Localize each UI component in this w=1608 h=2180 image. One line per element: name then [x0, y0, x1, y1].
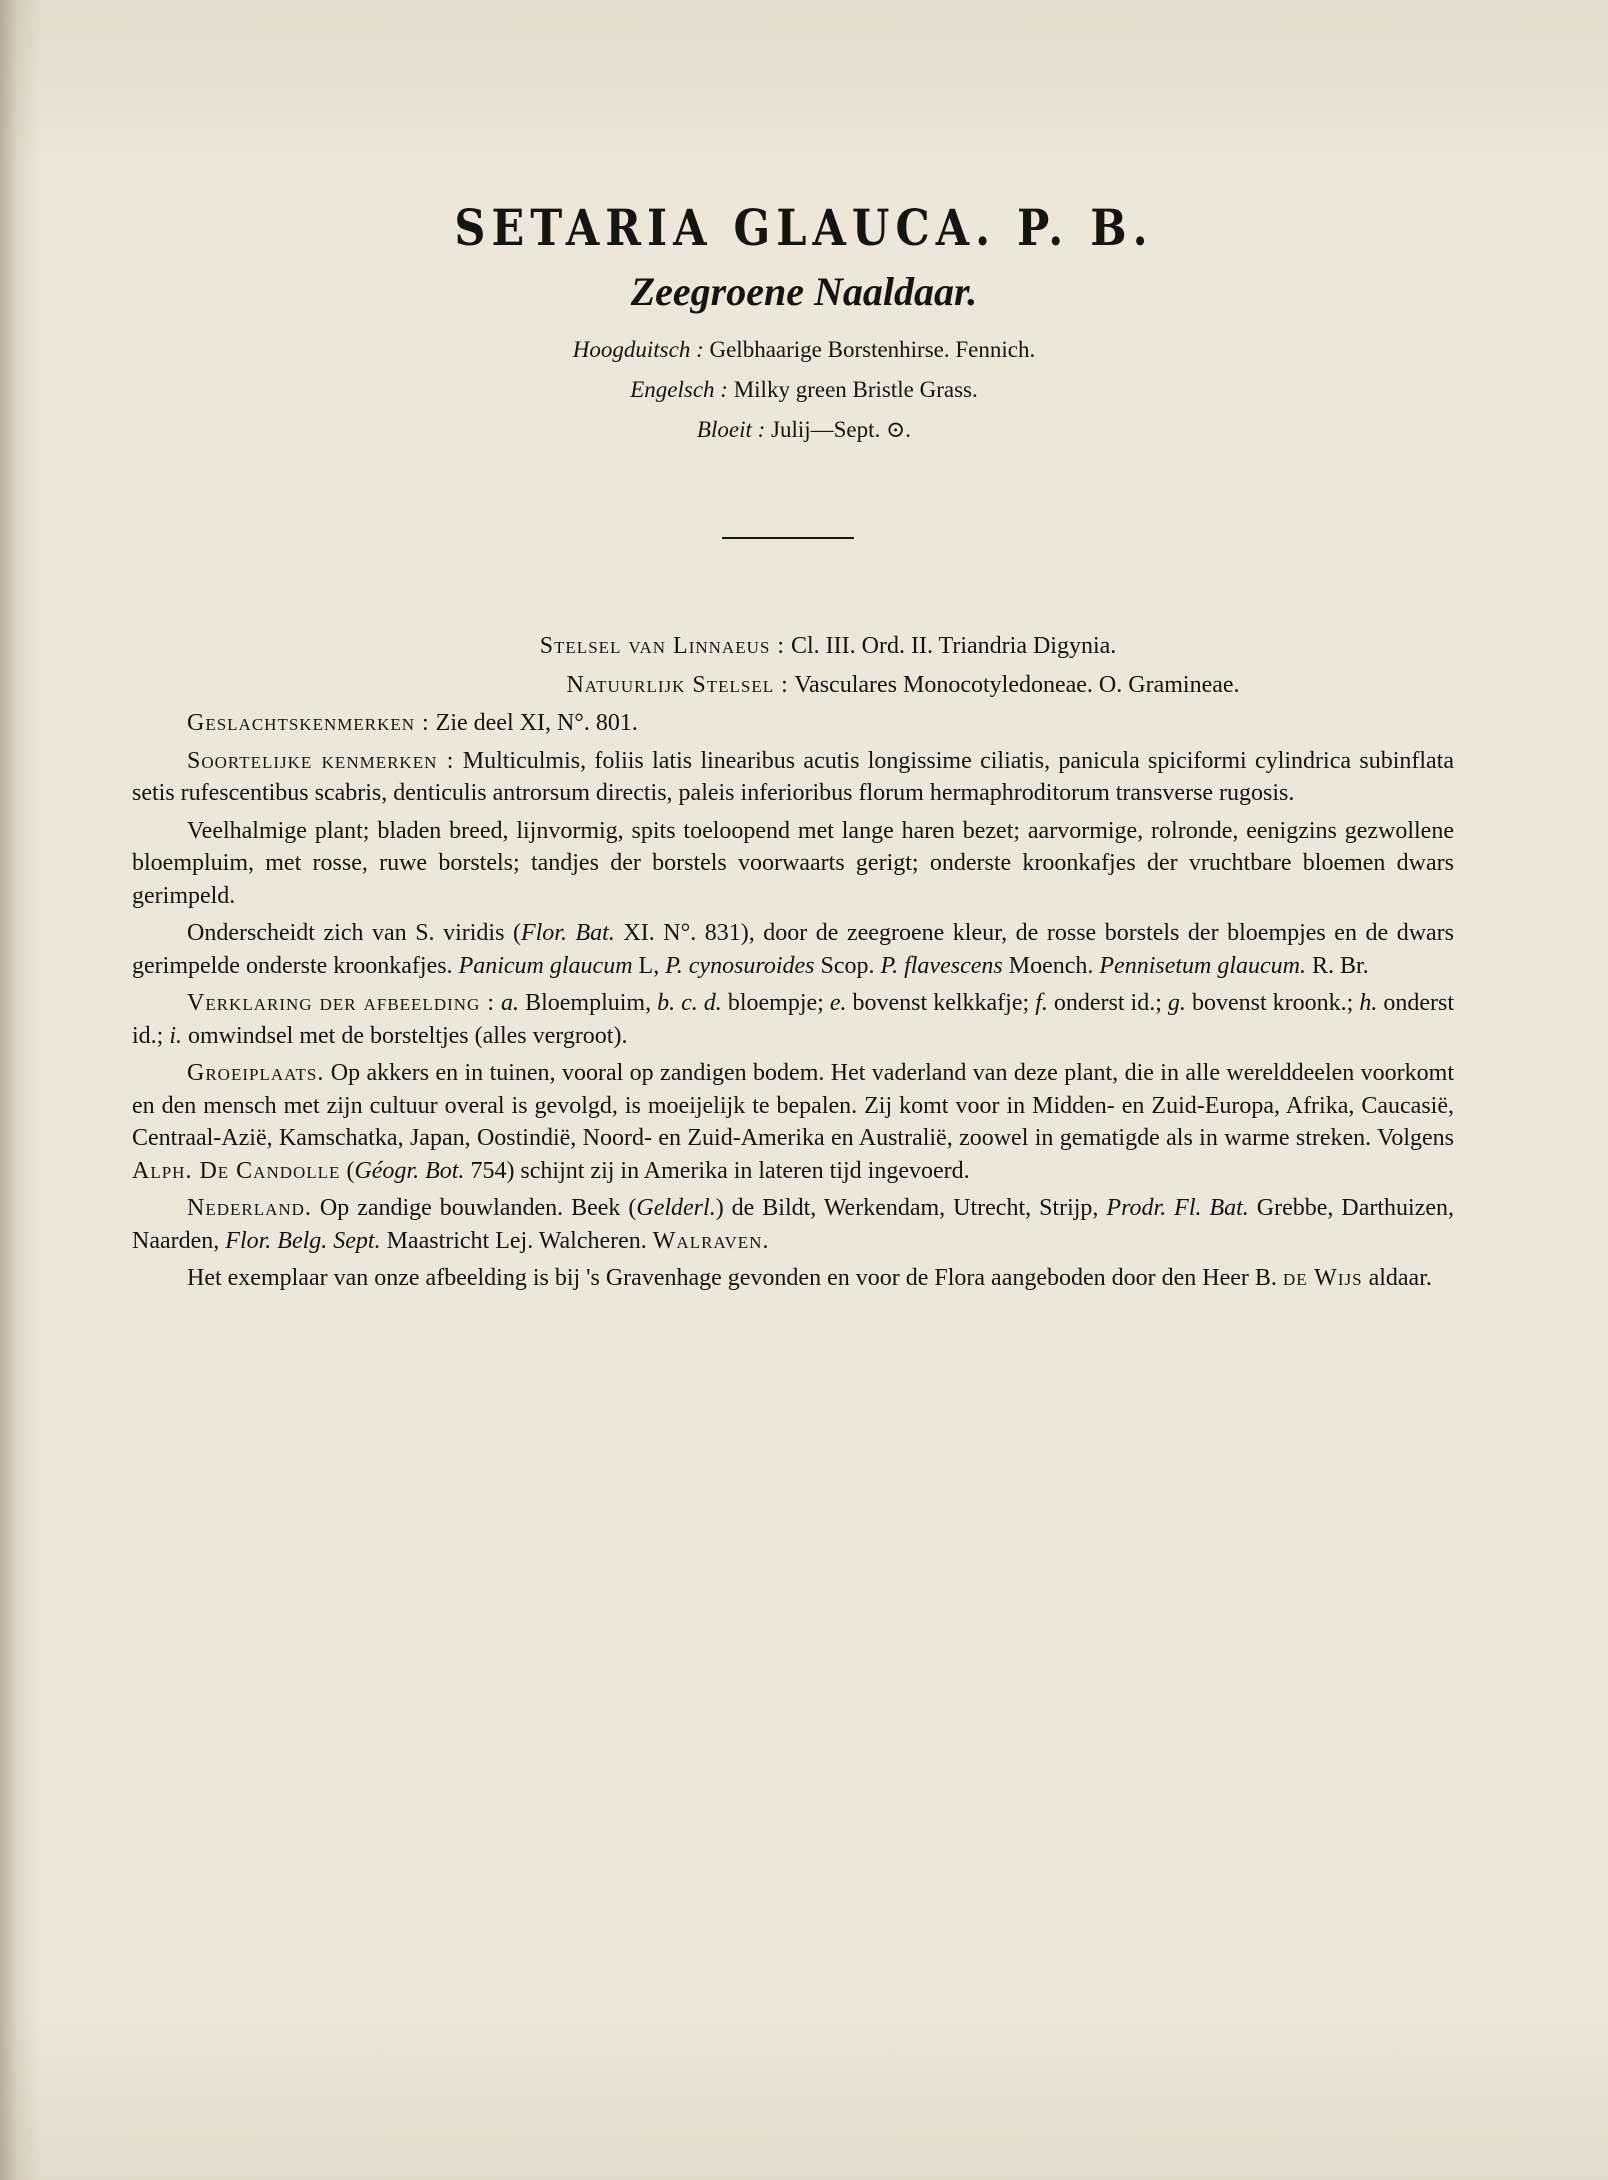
figure-explanation-paragraph — [132, 987, 1454, 1052]
distinction-text-1: Onderscheidt zich van S. viridis ( — [187, 920, 521, 946]
distinction-text-5: Moench. — [1002, 952, 1100, 979]
habitat-text-3: 754) schijnt zij in Amerika in lateren tijd ingevoerd. — [464, 1157, 970, 1184]
genus-label: Geslachtskenmerken : — [187, 710, 430, 736]
specimen-name: de Wijs — [1282, 1265, 1363, 1291]
natural-system — [132, 669, 1454, 702]
distinction-paragraph — [132, 917, 1454, 982]
habitat-text-1: Op akkers en in tuinen, vooral op zandigen bodem. Het vaderland van deze plant, die in alle werelddeelen voorkomt en den mensch met zijn cultuur overal is gevolgd, is moeijelijk te bepalen. Zij komt voor in Midden- en Zuid-Europa, Afrika, Caucasië, Centraal-Azië, Kamschatka, Japan, Oostindië, Noord- en Zuid-Amerika en Australië, zoowel in gematigde als in warme streken. Volgens — [132, 1060, 1454, 1151]
natural-label: Natuurlijk Stelsel : — [566, 671, 789, 698]
distinction-text-6: R. Br. — [1306, 952, 1369, 979]
synonym-3: P. flavescens — [880, 952, 1003, 979]
figure-text-a: Bloempluim, — [519, 990, 658, 1016]
netherlands-ref-2: Prodr. Fl. Bat. — [1106, 1195, 1249, 1221]
species-latin-paragraph — [132, 745, 1454, 810]
english-name-value: Milky green Bristle Grass. — [733, 377, 978, 402]
figure-key-a: a. — [501, 990, 520, 1016]
netherlands-label: Nederland. — [187, 1195, 312, 1221]
netherlands-ref-3: Flor. Belg. Sept. — [225, 1227, 381, 1254]
habitat-ref: Géogr. Bot. — [354, 1157, 465, 1184]
figure-key-e: e. — [829, 990, 847, 1016]
figure-text-f: onderst id.; — [1047, 990, 1168, 1016]
synonym-4: Pennisetum glaucum. — [1099, 952, 1307, 979]
figure-label: Verklaring der afbeelding : — [187, 990, 496, 1016]
species-dutch-paragraph: Veelhalmige plant; bladen breed, lijnvormig, spits toeloopend met lange haren bezet; aarvormige, rolronde, eenigzins gezwollene bloempluim, met rosse, ruwe borstels; tandjes der borstels voorwaarts gerigt; onderste kroonkafjes der vruchtbare bloemen dwars gerimpeld. — [132, 817, 1454, 909]
figure-text-h: onderst id.; — [132, 990, 1455, 1049]
divider-rule — [722, 537, 854, 539]
figure-text-bcd: bloempje; — [721, 990, 830, 1016]
figure-key-f: f. — [1035, 990, 1048, 1016]
specimen-text-2: aldaar. — [1362, 1265, 1432, 1291]
genus-value: Zie deel XI, N°. 801. — [435, 710, 638, 736]
figure-key-i: i. — [169, 1022, 183, 1049]
linnaeus-label: Stelsel van Linnaeus : — [539, 633, 785, 659]
netherlands-paragraph — [132, 1192, 1454, 1257]
species-label: Soortelijke kenmerken : — [187, 747, 455, 774]
distinction-ref-1: Flor. Bat. — [520, 920, 615, 946]
german-name-line — [0, 337, 1608, 363]
species-latin: Multiculmis, foliis latis linearibus acutis longissime ciliatis, panicula spiciformi cylindrica subinflata setis rufescentibus scabris, denticulis antrorsum directis, paleis inferioribus florum hermaphroditorum transverse rugosis. — [132, 747, 1454, 806]
linnaeus-system — [132, 630, 1454, 663]
german-name-label: Hoogduitsch : — [572, 337, 704, 362]
figure-key-g: g. — [1167, 990, 1186, 1016]
synonym-1: Panicum glaucum — [458, 952, 633, 979]
distinction-text-3: L, — [632, 952, 666, 979]
english-name-label: Engelsch : — [630, 377, 728, 402]
synonym-2: P. cynosuroides — [665, 952, 815, 979]
figure-text-i: omwindsel met de borsteltjes (alles vergroot). — [182, 1022, 628, 1049]
page-title: SETARIA GLAUCA. P. B. — [454, 198, 1154, 257]
genus-paragraph — [132, 707, 1454, 740]
netherlands-text-2: ) de Bildt, Werkendam, Utrecht, Strijp, — [715, 1195, 1107, 1221]
habitat-text-2: ( — [340, 1157, 355, 1184]
specimen-text-1: Het exemplaar van onze afbeelding is bij 's Gravenhage gevonden en voor de Flora aangeboden door den Heer B. — [187, 1265, 1283, 1291]
page-subtitle: Zeegroene Naaldaar. — [630, 269, 978, 314]
netherlands-text-1: Op zandige bouwlanden. Beek ( — [311, 1195, 637, 1221]
german-name-value: Gelbhaarige Borstenhirse. Fennich. — [709, 337, 1036, 362]
netherlands-text-4: Maastricht Lej. Walcheren. — [380, 1227, 653, 1254]
netherlands-text-3: Grebbe, Darthuizen, Naarden, — [132, 1195, 1454, 1254]
figure-key-bcd: b. c. d. — [657, 990, 722, 1016]
description-body — [132, 630, 1454, 1300]
habitat-label: Groeiplaats. — [187, 1060, 325, 1086]
bloom-label: Bloeit : — [696, 417, 766, 442]
netherlands-author: Walraven. — [652, 1227, 770, 1254]
netherlands-ref-1: Gelderl. — [636, 1195, 716, 1221]
english-name-line — [0, 377, 1608, 403]
bloom-value: Julij—Sept. ⊙. — [771, 417, 912, 442]
figure-text-e: bovenst kelkkafje; — [846, 990, 1036, 1016]
figure-key-h: h. — [1359, 990, 1378, 1016]
habitat-author: Alph. De Candolle — [132, 1157, 341, 1184]
specimen-paragraph — [132, 1262, 1454, 1295]
figure-text-g: bovenst kroonk.; — [1185, 990, 1360, 1016]
bloom-line — [0, 417, 1608, 443]
habitat-paragraph — [132, 1057, 1454, 1187]
distinction-text-4: Scop. — [814, 952, 881, 979]
natural-value: Vasculares Monocotyledoneae. O. Gramineae. — [794, 671, 1240, 698]
distinction-text-2: XI. N°. 831), door de zeegroene kleur, de rosse borstels der bloempjes en de dwars gerimpelde onderste kroonkafjes. — [132, 920, 1455, 979]
linnaeus-value: Cl. III. Ord. II. Triandria Digynia. — [791, 633, 1117, 659]
